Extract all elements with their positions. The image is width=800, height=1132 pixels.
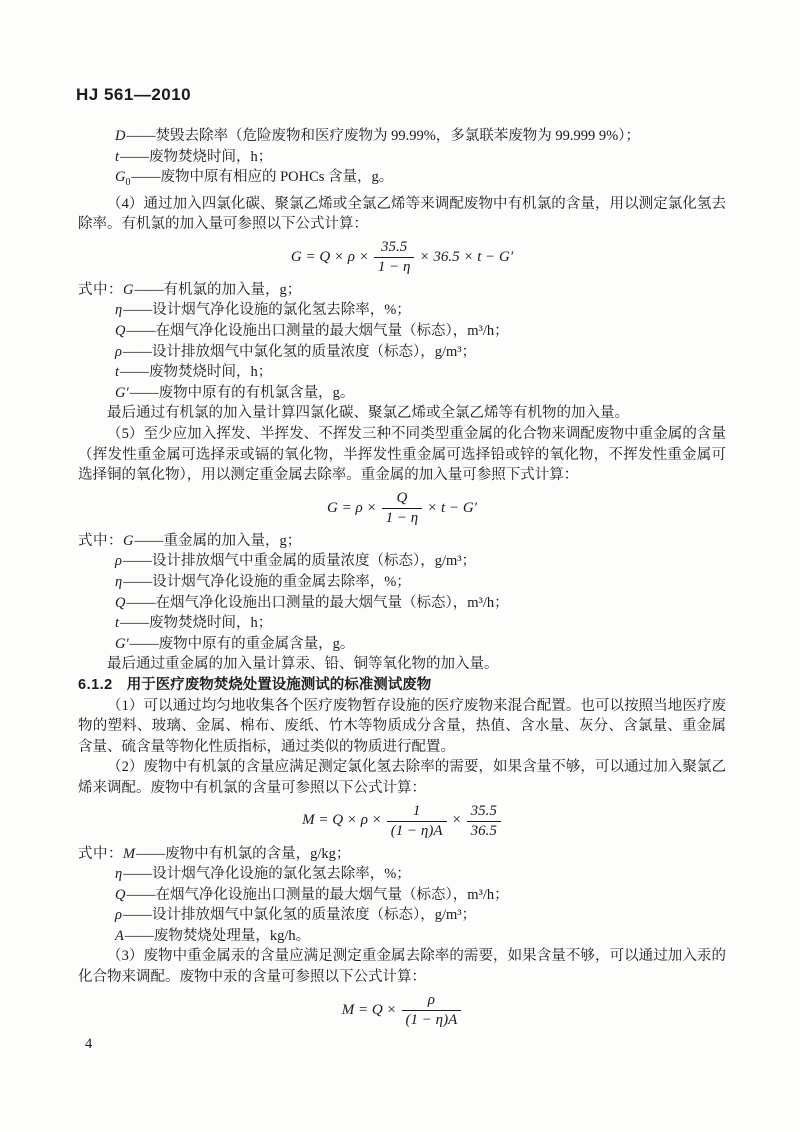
definition-row <box>115 926 726 947</box>
section-title: 用于医疗废物焚烧处置设施测试的标准测试废物 <box>126 676 432 693</box>
definition-desc: ——废物焚烧时间，h； <box>120 148 273 165</box>
paragraph-item-3: （3）废物中重金属汞的含量应满足测定重金属去除率的需要，如果含量不够，可以通过加入汞的化合物来调配。废物中汞的含量可参照以下公式计算： <box>78 948 726 986</box>
definition-row <box>78 844 726 865</box>
definition-desc: ——有机氯的加入量，g； <box>134 281 302 298</box>
definition-desc: ——废物焚烧时间，h； <box>120 364 273 381</box>
definition-desc: ——废物中原有的有机氯含量，g。 <box>129 384 355 401</box>
formula-heavy-metal-addition <box>78 489 726 528</box>
paragraph-item-4: （4）通过加入四氯化碳、聚氯乙烯或全氯乙烯等来调配废物中有机氯的含量，用以测定氯化氢去除率。有机氯的加入量可参照以下公式计算： <box>78 195 726 233</box>
formula-lhs: G = Q × ρ × <box>290 248 369 265</box>
paragraph-item-1: （1）可以通过均匀地收集各个医疗废物暂存设施的医疗废物来混合配置。也可以按照当地医疗废物的塑料、玻璃、金属、棉布、废纸、竹木等物质成分含量，热值、含水量、灰分、含氯量、重金属含量、硫含量等物化性质指标，通过类似的物质进行配置。 <box>78 697 726 755</box>
definition-row <box>115 383 726 404</box>
fraction-denominator: (1 − η)A <box>405 1011 458 1028</box>
definition-desc: ——在烟气净化设施出口测量的最大烟气量（标态），m³/h； <box>126 886 509 903</box>
definition-term: η <box>115 573 123 590</box>
definition-desc: ——重金属的加入量，g； <box>134 532 302 549</box>
definition-row <box>115 147 726 168</box>
formula-rhs: × 36.5 × t − G′ <box>419 248 514 265</box>
definition-desc: ——废物中有机氯的含量，g/kg； <box>136 845 351 862</box>
definition-row <box>115 613 726 634</box>
document-body <box>78 126 726 1033</box>
definition-desc: ——设计排放烟气中氯化氢的质量浓度（标态），g/m³； <box>122 343 477 360</box>
definition-term: t <box>115 615 120 632</box>
formula-organic-chlorine-addition <box>78 238 726 277</box>
definition-term: t <box>115 148 120 165</box>
definition-row <box>78 531 726 552</box>
standard-number-header: HJ 561—2010 <box>76 85 192 104</box>
definition-desc: ——在烟气净化设施出口测量的最大烟气量（标态），m³/h； <box>126 323 509 340</box>
fraction-numerator: ρ <box>402 991 462 1011</box>
fraction-denominator: 1 − η <box>385 509 419 526</box>
definition-desc: ——设计烟气净化设施的重金属去除率，%； <box>123 573 411 590</box>
fraction <box>402 991 462 1030</box>
definition-desc: ——废物焚烧时间，h； <box>120 615 273 632</box>
definition-row <box>115 167 726 193</box>
formula-rhs: × t − G′ <box>427 499 477 516</box>
definition-row <box>115 551 726 572</box>
definition-term: A <box>115 927 124 944</box>
fraction-denominator: (1 − η)A <box>390 822 443 839</box>
formula-lhs: G = ρ × <box>327 499 377 516</box>
fraction <box>374 238 415 277</box>
paragraph-item-2: （2）废物中有机氯的含量应满足测定氯化氢去除率的需要，如果含量不够，可以通过加入聚氯乙烯来调配。废物中有机氯的含量可参照以下公式计算： <box>78 759 726 796</box>
subscript: 0 <box>125 177 131 189</box>
definition-row <box>115 362 726 383</box>
formula-organic-chlorine-content <box>78 802 726 841</box>
fraction-numerator: 1 <box>387 802 447 822</box>
definition-term: $G_0$ <box>115 169 131 189</box>
page-number: 4 <box>85 1036 93 1052</box>
definition-term: Q <box>115 594 126 611</box>
definition-row <box>115 634 726 655</box>
definition-desc: ——在烟气净化设施出口测量的最大烟气量（标态），m³/h； <box>126 594 509 611</box>
closing-note: 最后通过有机氯的加入量计算四氯化碳、聚氯乙烯或全氯乙烯等有机物的加入量。 <box>107 405 629 422</box>
definition-term: ρ <box>115 907 122 924</box>
fraction-numerator: 35.5 <box>374 238 415 258</box>
where-label: 式中： <box>78 281 123 298</box>
formula-lhs: M = Q × <box>341 1001 397 1018</box>
definition-desc: ——设计烟气净化设施的氯化氢去除率，%； <box>123 866 411 883</box>
fraction <box>467 802 501 841</box>
fraction <box>382 489 423 528</box>
definition-term: G′ <box>115 384 129 401</box>
definition-desc: ——设计烟气净化设施的氯化氢去除率，%； <box>123 302 411 319</box>
definition-row <box>115 864 726 885</box>
definition-desc: ——废物焚烧处理量，kg/h。 <box>124 927 311 944</box>
definition-desc: ——焚毁去除率（危险废物和医疗废物为 99.99%，多氯联苯废物为 99.999 9%）； <box>126 128 641 144</box>
definition-row <box>115 321 726 342</box>
definition-desc: ——设计排放烟气中氯化氢的质量浓度（标态），g/m³； <box>122 907 477 924</box>
fraction-denominator: 36.5 <box>470 822 497 839</box>
fraction-numerator: Q <box>382 489 423 509</box>
where-label: 式中： <box>78 532 123 549</box>
fraction-denominator: 1 − η <box>377 258 411 275</box>
definition-desc: ——废物中原有的重金属含量，g。 <box>129 635 355 652</box>
fraction-numerator: 35.5 <box>467 802 501 822</box>
definition-row <box>115 593 726 614</box>
multiply-operator: × <box>451 812 462 829</box>
definition-term: ρ <box>115 553 122 570</box>
definition-term: M <box>123 845 136 862</box>
definition-row <box>115 126 726 147</box>
definition-term: G <box>123 281 134 298</box>
formula-mercury-content <box>78 991 726 1030</box>
definition-term: ρ <box>115 343 122 360</box>
definition-desc: ——废物中原有相应的 POHCs 含量，g。 <box>131 169 394 186</box>
definition-row <box>115 885 726 906</box>
section-heading-6-1-2 <box>78 675 726 696</box>
definition-term: G′ <box>115 635 129 652</box>
definition-row <box>115 300 726 321</box>
definition-desc: ——设计排放烟气中重金属的质量浓度（标态），g/m³； <box>122 553 477 570</box>
where-label: 式中： <box>78 845 123 862</box>
section-number: 6.1.2 <box>78 676 113 693</box>
definition-term: η <box>115 302 123 319</box>
formula-lhs: M = Q × ρ × <box>302 812 382 829</box>
paragraph-item-5: （5）至少应加入挥发、半挥发、不挥发三种不同类型重金属的化合物来调配废物中重金属的含量（挥发性重金属可选择汞或镉的氧化物，半挥发性重金属可选择铅或锌的氧化物，不挥发性重金属可选择铜的氧化物），用以测定重金属去除率。重金属的加入量可参照下式计算： <box>78 426 726 484</box>
fraction <box>387 802 447 841</box>
definition-term: Q <box>115 323 126 340</box>
definition-term: η <box>115 866 123 883</box>
definition-row <box>115 905 726 926</box>
definition-term: t <box>115 364 120 381</box>
closing-note: 最后通过重金属的加入量计算汞、铅、铜等氧化物的加入量。 <box>107 656 499 673</box>
definition-term: G <box>123 532 134 549</box>
definition-row <box>78 280 726 301</box>
definition-row <box>115 342 726 363</box>
definition-term: Q <box>115 886 126 903</box>
definition-term: D <box>115 128 126 144</box>
definition-row <box>115 572 726 593</box>
